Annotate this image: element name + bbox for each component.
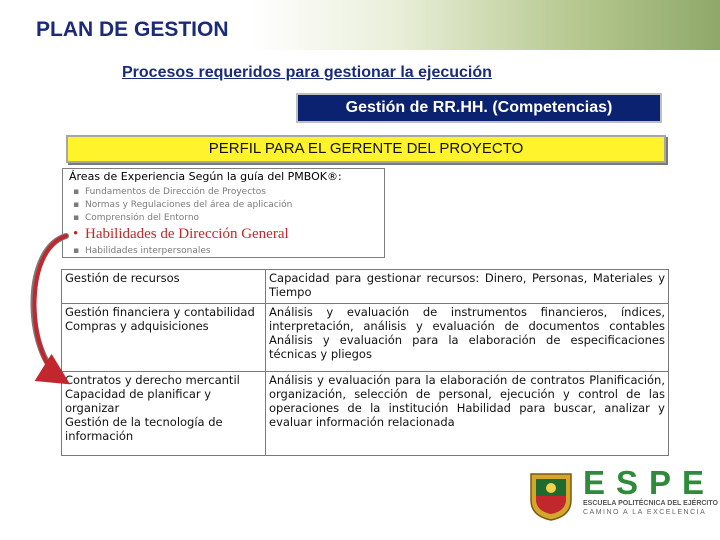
list-item-label: Fundamentos de Dirección de Proyectos <box>85 187 266 197</box>
espe-logo <box>525 462 718 524</box>
bullet-icon: ▪ <box>73 246 80 256</box>
cell-text: Capacidad de planificar y organizar <box>65 387 212 415</box>
subtitle: Procesos requeridos para gestionar la ejecución <box>122 64 492 81</box>
list-item-label: Comprensión del Entorno <box>85 213 200 223</box>
cell-text: Contratos y derecho mercantil <box>65 373 240 387</box>
cell-text: Gestión de la tecnología de información <box>65 415 223 443</box>
page-title: PLAN DE GESTION <box>36 18 229 41</box>
profile-banner: PERFIL PARA EL GERENTE DEL PROYECTO <box>66 135 666 163</box>
logo-institution-name: ESCUELA POLITÉCNICA DEL EJÉRCITO <box>583 500 718 507</box>
table-cell-description: Capacidad para gestionar recursos: Dinero, Personas, Materiales y Tiempo <box>266 270 669 304</box>
table-cell-description: Análisis y evaluación para la elaboración de contratos Planificación, organización, selección de personal, ejecución y control de las operaciones de la institución Habilidad para buscar, analizar y evaluar información relacionada <box>266 372 669 456</box>
cell-text: Compras y adquisiciones <box>65 319 209 333</box>
list-item-label: Normas y Regulaciones del área de aplicación <box>85 200 293 210</box>
bullet-icon: ▪ <box>73 213 80 223</box>
section-banner: Gestión de RR.HH. (Competencias) <box>296 93 662 123</box>
cell-text: Gestión de recursos <box>65 271 180 285</box>
bullet-icon: • <box>73 226 79 242</box>
bullet-icon: ▪ <box>73 200 80 210</box>
logo-wordmark: ESPE <box>583 464 716 501</box>
cell-text: Gestión financiera y contabilidad <box>65 305 255 319</box>
list-item-label: Habilidades interpersonales <box>85 246 211 256</box>
list-item-label: Habilidades de Dirección General <box>85 226 289 242</box>
table-cell-description: Análisis y evaluación de instrumentos financieros, índices, interpretación, análisis y evaluación de documentos contables Análisis y evaluación para la elaboración de especificaciones técnicas y pliegos <box>266 304 669 372</box>
logo-tagline: CAMINO A LA EXCELENCIA <box>583 509 707 516</box>
areas-heading: Áreas de Experiencia Según la guía del PMBOK®: <box>69 170 342 183</box>
bullet-icon: ▪ <box>73 187 80 197</box>
shield-emblem-icon <box>525 470 577 522</box>
